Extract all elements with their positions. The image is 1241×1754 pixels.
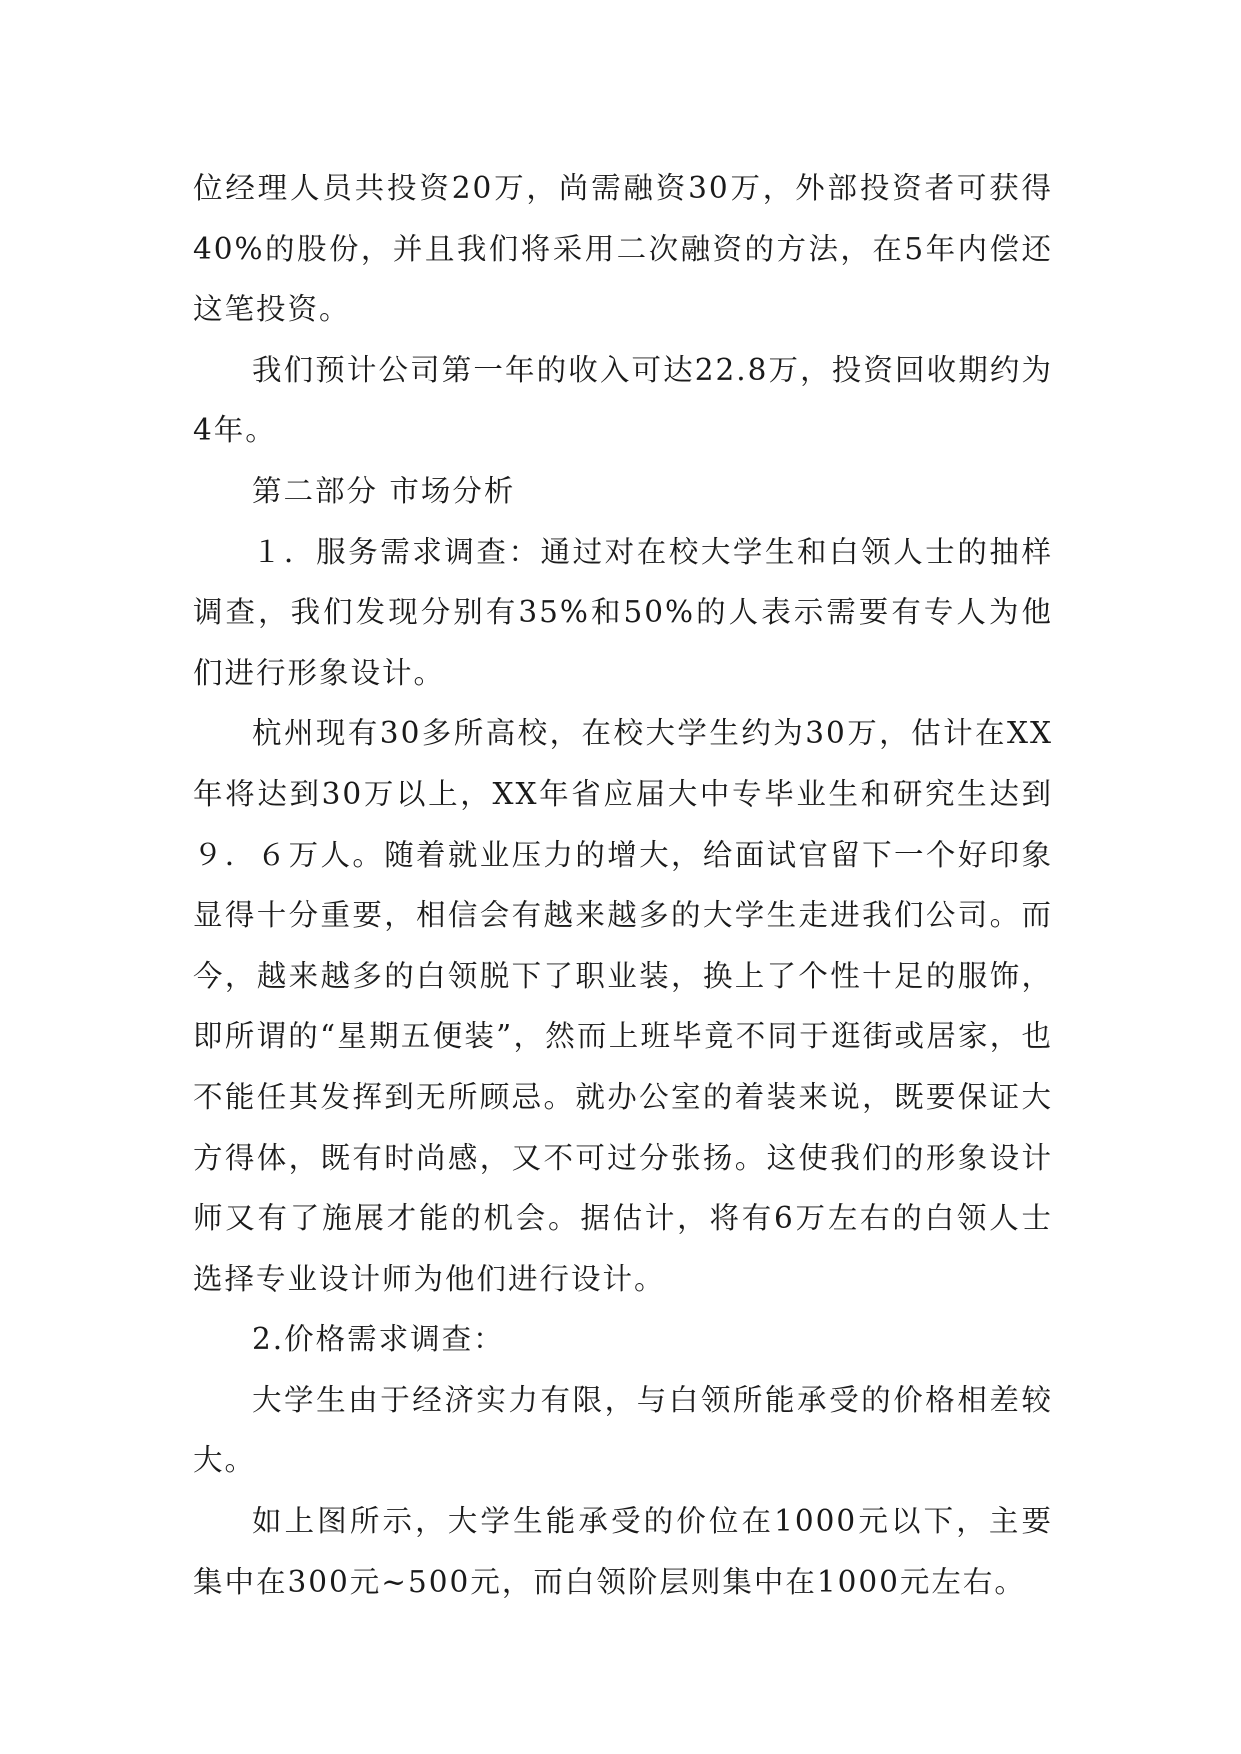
paragraph-price-range: 如上图所示，大学生能承受的价位在1000元以下，主要集中在300元~500元，而白领阶层则集中在1000元左右。 (193, 1504, 1053, 1599)
paragraph-revenue-forecast: 我们预计公司第一年的收入可达22.8万，投资回收期约为4年。 (193, 352, 1053, 448)
document-body (193, 158, 1053, 1612)
paragraph-service-demand-survey: １．服务需求调查：通过对在校大学生和白领人士的抽样调查，我们发现分别有35%和50%的人表示需要有专人为他们进行形象设计。 (193, 534, 1053, 690)
paragraph-hangzhou-market: 杭州现有30多所高校，在校大学生约为30万，估计在XX年将达到30万以上，XX年省应届大中专毕业生和研究生达到９．６万人。随着就业压力的增大，给面试官留下一个好印象显得十分重要，相信会有越来越多的大学生走进我们公司。而今，越来越多的白领脱下了职业装，换上了个性十足的服饰，即所谓的“星期五便装”，然而上班毕竟不同于逛街或居家，也不能任其发挥到无所顾忌。就办公室的着装来说，既要保证大方得体，既有时尚感，又不可过分张扬。这使我们的形象设计师又有了施展才能的机会。据估计，将有6万左右的白领人士选择专业设计师为他们进行设计。 (193, 716, 1053, 1296)
paragraph-student-budget: 大学生由于经济实力有限，与白领所能承受的价格相差较大。 (193, 1382, 1053, 1478)
section-heading-market-analysis: 第二部分 市场分析 (252, 473, 516, 508)
subheading-price-demand-survey: 2.价格需求调查： (252, 1322, 505, 1357)
paragraph-investment-continued: 位经理人员共投资20万，尚需融资30万，外部投资者可获得40%的股份，并且我们将采用二次融资的方法，在5年内偿还这笔投资。 (193, 171, 1053, 327)
